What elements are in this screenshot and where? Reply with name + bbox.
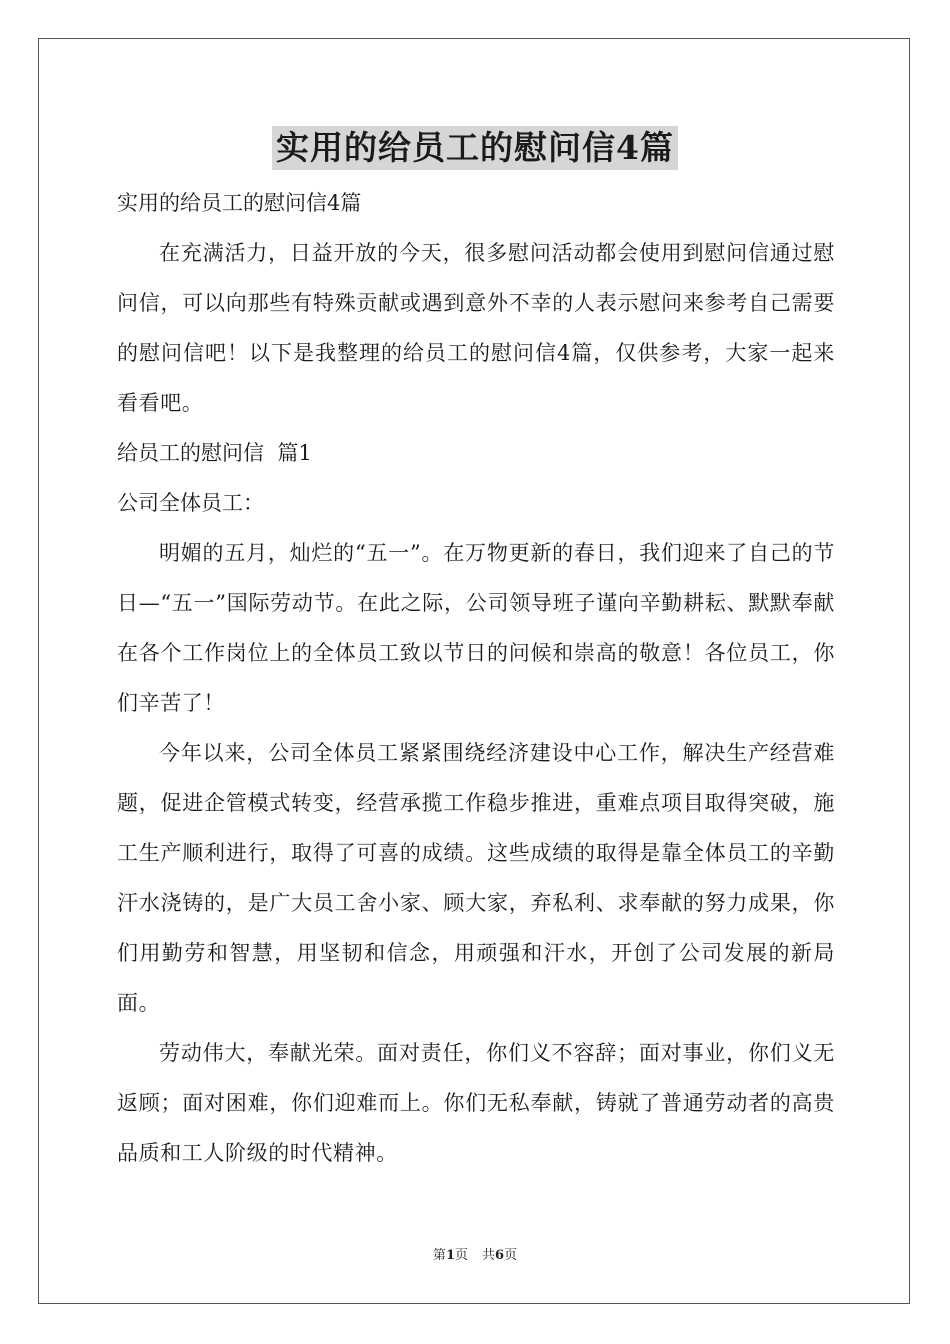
document-subtitle: 实用的给员工的慰问信4篇 [117,191,362,215]
section-heading: 给员工的慰问信 篇1 [117,441,312,465]
total-prefix: 共 [482,1248,496,1263]
current-page-number: 1 [445,1248,455,1263]
title-container [0,126,950,170]
page-footer [0,1244,950,1263]
body-paragraph-3: 劳动伟大，奉献光荣。面对责任，你们义不容辞；面对事业，你们义无返顾；面对困难，你们迎难而上。你们无私奉献，铸就了普通劳动者的高贵品质和工人阶级的时代精神。 [117,1041,835,1165]
body-paragraph-1: 明媚的五月，灿烂的“五一”。在万物更新的春日，我们迎来了自己的节日—“五一”国际劳动节。在此之际，公司领导班子谨向辛勤耕耘、默默奉献在各个工作岗位上的全体员工致以节日的问候和崇高的敬意！各位员工，你们辛苦了！ [117,541,835,715]
salutation: 公司全体员工： [117,491,264,515]
body-paragraph-2: 今年以来，公司全体员工紧紧围绕经济建设中心工作，解决生产经营难题，促进企管模式转变，经营承揽工作稳步推进，重难点项目取得突破，施工生产顺利进行，取得了可喜的成绩。这些成绩的取得是靠全体员工的辛勤汗水浇铸的，是广大员工舍小家、顾大家，弃私利、求奉献的努力成果，你们用勤劳和智慧，用坚韧和信念，用顽强和汗水，开创了公司发展的新局面。 [117,741,835,1015]
page-prefix: 第 [432,1248,446,1263]
intro-paragraph: 在充满活力，日益开放的今天，很多慰问活动都会使用到慰问信通过慰问信，可以向那些有特殊贡献或遇到意外不幸的人表示慰问来参考自己需要的慰问信吧！以下是我整理的给员工的慰问信4篇，仅供参考，大家一起来看看吧。 [117,241,835,415]
page-suffix: 页 [454,1248,468,1263]
document-title: 实用的给员工的慰问信4篇 [272,126,678,170]
total-pages-number: 6 [495,1248,505,1263]
document-body [117,178,835,1178]
total-suffix: 页 [504,1248,518,1263]
